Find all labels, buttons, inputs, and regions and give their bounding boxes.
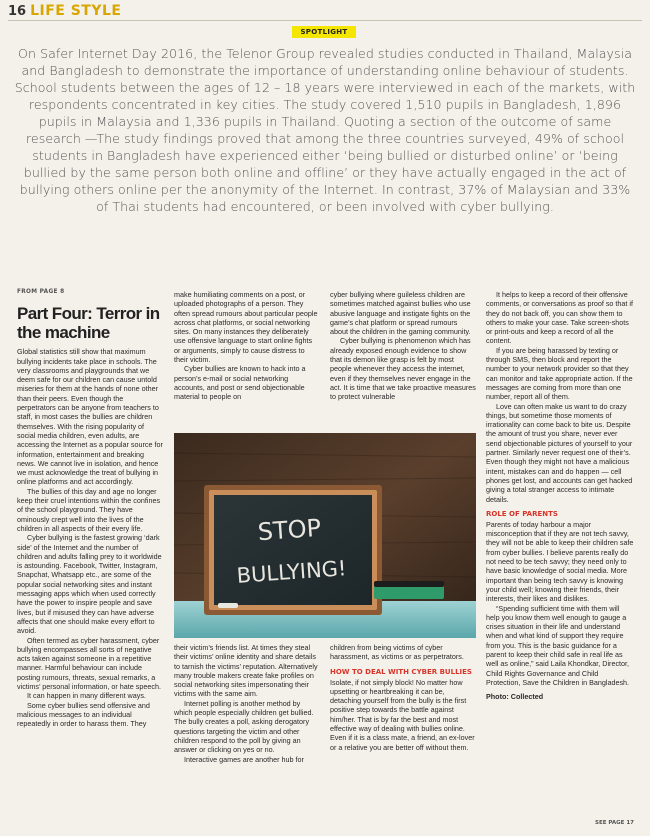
intro-paragraph: On Safer Internet Day 2016, the Telenor Group revealed studies conducted in Thailand, Malaysia and Bangladesh to demonstrate the importance of understanding online behaviour of students. School students between the ages of 12 – 18 years were interviewed in each of the markets, with respondents concentrated in key cities. The study covered 1,510 pupils in Bangladesh, 1,896 pupils in Malaysia and 1,336 pupils in Thailand. Quoting a section of the outcome of same research —The study findings proved that among the three countries surveyed, 49% of school students in Bangladesh have experienced either ‘being bullied or disturbed online’ or ‘being bullied by the same person both online and offline’ or they have actually engaged in the act of bullying others online per the anonymity of the Internet. In contrast, 37% of Malaysian and 33% of Thai students had encountered, or been involved with cyber bullying.	[14, 46, 636, 214]
stop-bullying-photo	[174, 433, 476, 638]
paragraph: Cyber bullying is phenomenon which has already exposed enough evidence to show that its demon like grasp is felt by most people whenever they access the internet, even if they themselves never engage in the act. It is time that we take proactive measures to protect vulnerable	[330, 336, 476, 402]
paragraph: Love can often make us want to do crazy things, but sometime those moments of irrationality can come back to bite us. Despite the amount of trust you share, never ever send objectionable pictures of yourself to your partner. Similarly never request one of their’s. Even though they might not have a malicious intent, mistakes can and do happen — cell phones get lost, and accounts can get hacked giving a total stranger access to intimate details.	[486, 401, 633, 504]
from-page-label: FROM PAGE 8	[17, 289, 65, 295]
paragraph: It can happen in many different ways.	[27, 691, 146, 701]
page-number: 16	[8, 4, 27, 19]
paragraph: “Spending sufficient time with them will help you know them well enough to gauge a crises situation in their life and understand when and what kind of support they require from you. This is the basic guidance for a parent to keep their child safe in real life as well as online,” said Laila Khondkar, Director, Child Rights Governance and Child Protection, Save the Children in Bangladesh.	[486, 603, 630, 687]
photo-credit: Photo: Collected	[486, 692, 544, 702]
article-column-2-top	[174, 290, 318, 402]
paragraph: children from being victims of cyber harassment, as victims or as perpetrators.	[330, 643, 464, 662]
section-brand: LIFE STYLE	[30, 3, 122, 19]
paragraph: It helps to keep a record of their offensive comments, or conversations as proof so that if they do not back off, you can show them to others to make your case. Take screen-shots or print-outs and keep a record of all the content.	[486, 290, 634, 346]
paragraph: Isolate, if not simply block! No matter how upsetting or heartbreaking it can be, detaching yourself from the bully is the first positive step towards the battle against him/her. That is by far the best and most effective way of dealing with bullies online. Even if it is a class mate, a friend, an ex-lover or a relative you are better off without them.	[330, 677, 475, 752]
paragraph: Some cyber bullies send offensive and malicious messages to an individual repeatedly in order to harass them. They	[17, 700, 150, 729]
header-divider	[8, 20, 642, 21]
paragraph: Internet polling is another method by which people especially children get bullied. The bully creates a poll, asking derogatory questions targeting the victim and other children respond to the poll by giving an answer or clicking on yes or no.	[174, 698, 314, 755]
paragraph: Often termed as cyber harassment, cyber bullying encompasses all sorts of negative acts taken against someone in a repetitive manner. Harmful behaviour can include posting rumours, threats, sexual remarks, a victims’ personal information, or hate speech.	[17, 635, 161, 691]
chalk-text-bullying: BULLYING!	[235, 556, 348, 588]
article-title: Part Four: Terror in the machine	[17, 304, 160, 343]
article-column-3-bottom	[330, 643, 476, 752]
how-to-deal-heading: HOW TO DEAL WITH CYBER BULLIES	[330, 667, 472, 676]
role-of-parents-heading: ROLE OF PARENTS	[486, 509, 558, 518]
chalk-text-stop: STOP	[256, 513, 322, 547]
spotlight-badge: SPOTLIGHT	[292, 26, 356, 38]
paragraph: Cyber bullying is the fastest growing ‘dark side’ of the Internet and the number of children and adults falling prey to it worldwide is astounding. Facebook, Twitter, Instagram, Snapchat, Whatsapp etc., are some of the popular social networking sites and instant messaging apps which when used correctly have the power to inspire people and save lives, but if misused they can have adverse affects that one should make every effort to avoid.	[17, 533, 162, 636]
see-page-link[interactable]: SEE PAGE 17	[594, 820, 634, 826]
paragraph: Global statistics still show that maximum bullying incidents take place in schools. The very classrooms and playgrounds that we deem safe for our children can cause untold miseries for them at the hands of none other than their peers. Even though the perpetrators can be anyone from teachers to staff, in most cases the bullies are children themselves. With the rising popularity of social media children, even adults, are accessing the Internet as a popular source for information, entertainment and breaking news. We cannot live in isolation, and hence we must acknowledge the treat of bullying in online platforms and act accordingly.	[17, 347, 163, 487]
article-column-4	[486, 290, 634, 701]
paragraph: cyber bullying where guileless children are sometimes matched against bullies who use abusive language and instigate fights on the game’s chat platform or spread rumours about the children in the gaming community.	[330, 290, 471, 337]
paragraph: If you are being harassed by texting or through SMS, then block and report the number to your network provider so that they can monitor and take appropriate action. If the messages are coming from more than one number, report all of them.	[486, 345, 633, 402]
paragraph: make humiliating comments on a post, or uploaded photographs of a person. They often spread rumours about particular people across chat platforms, or social networking sites. On many instances they deliberately use offensive language to start online fights or arguments, simply to cause distress to their victim.	[174, 290, 318, 365]
article-column-2-bottom	[174, 643, 318, 764]
article-column-3-top	[330, 290, 476, 402]
article-column-1	[17, 288, 163, 728]
paragraph: Parents of today harbour a major misconception that if they are not tech savvy, they will not be able to keep their children safe from cyber bullies. I believe parents really do not need to be tech savvy; they need only to have basic knowledge of social media. More important than being tech savvy is knowing your child well; knowing their friends, their interests, their likes and dislikes.	[486, 519, 634, 604]
paragraph: Interactive games are another hub for	[184, 754, 304, 764]
page-header	[8, 3, 121, 19]
paragraph: their victim’s friends list. At times they steal their victims’ online identity and share details to tarnish the victims’ reputation. Alternatively many trouble makers create fake profiles on social networking sites impersonating their victims with the same aim.	[174, 643, 318, 699]
paragraph: Cyber bullies are known to hack into a person’s e-mail or social networking accounts, and post or send objectionable material to people on	[174, 364, 306, 402]
paragraph: The bullies of this day and age no longer keep their cruel intentions within the confines of the school playground. They have ominously crept well into the lives of the children in all aspects of their every life.	[17, 486, 161, 533]
